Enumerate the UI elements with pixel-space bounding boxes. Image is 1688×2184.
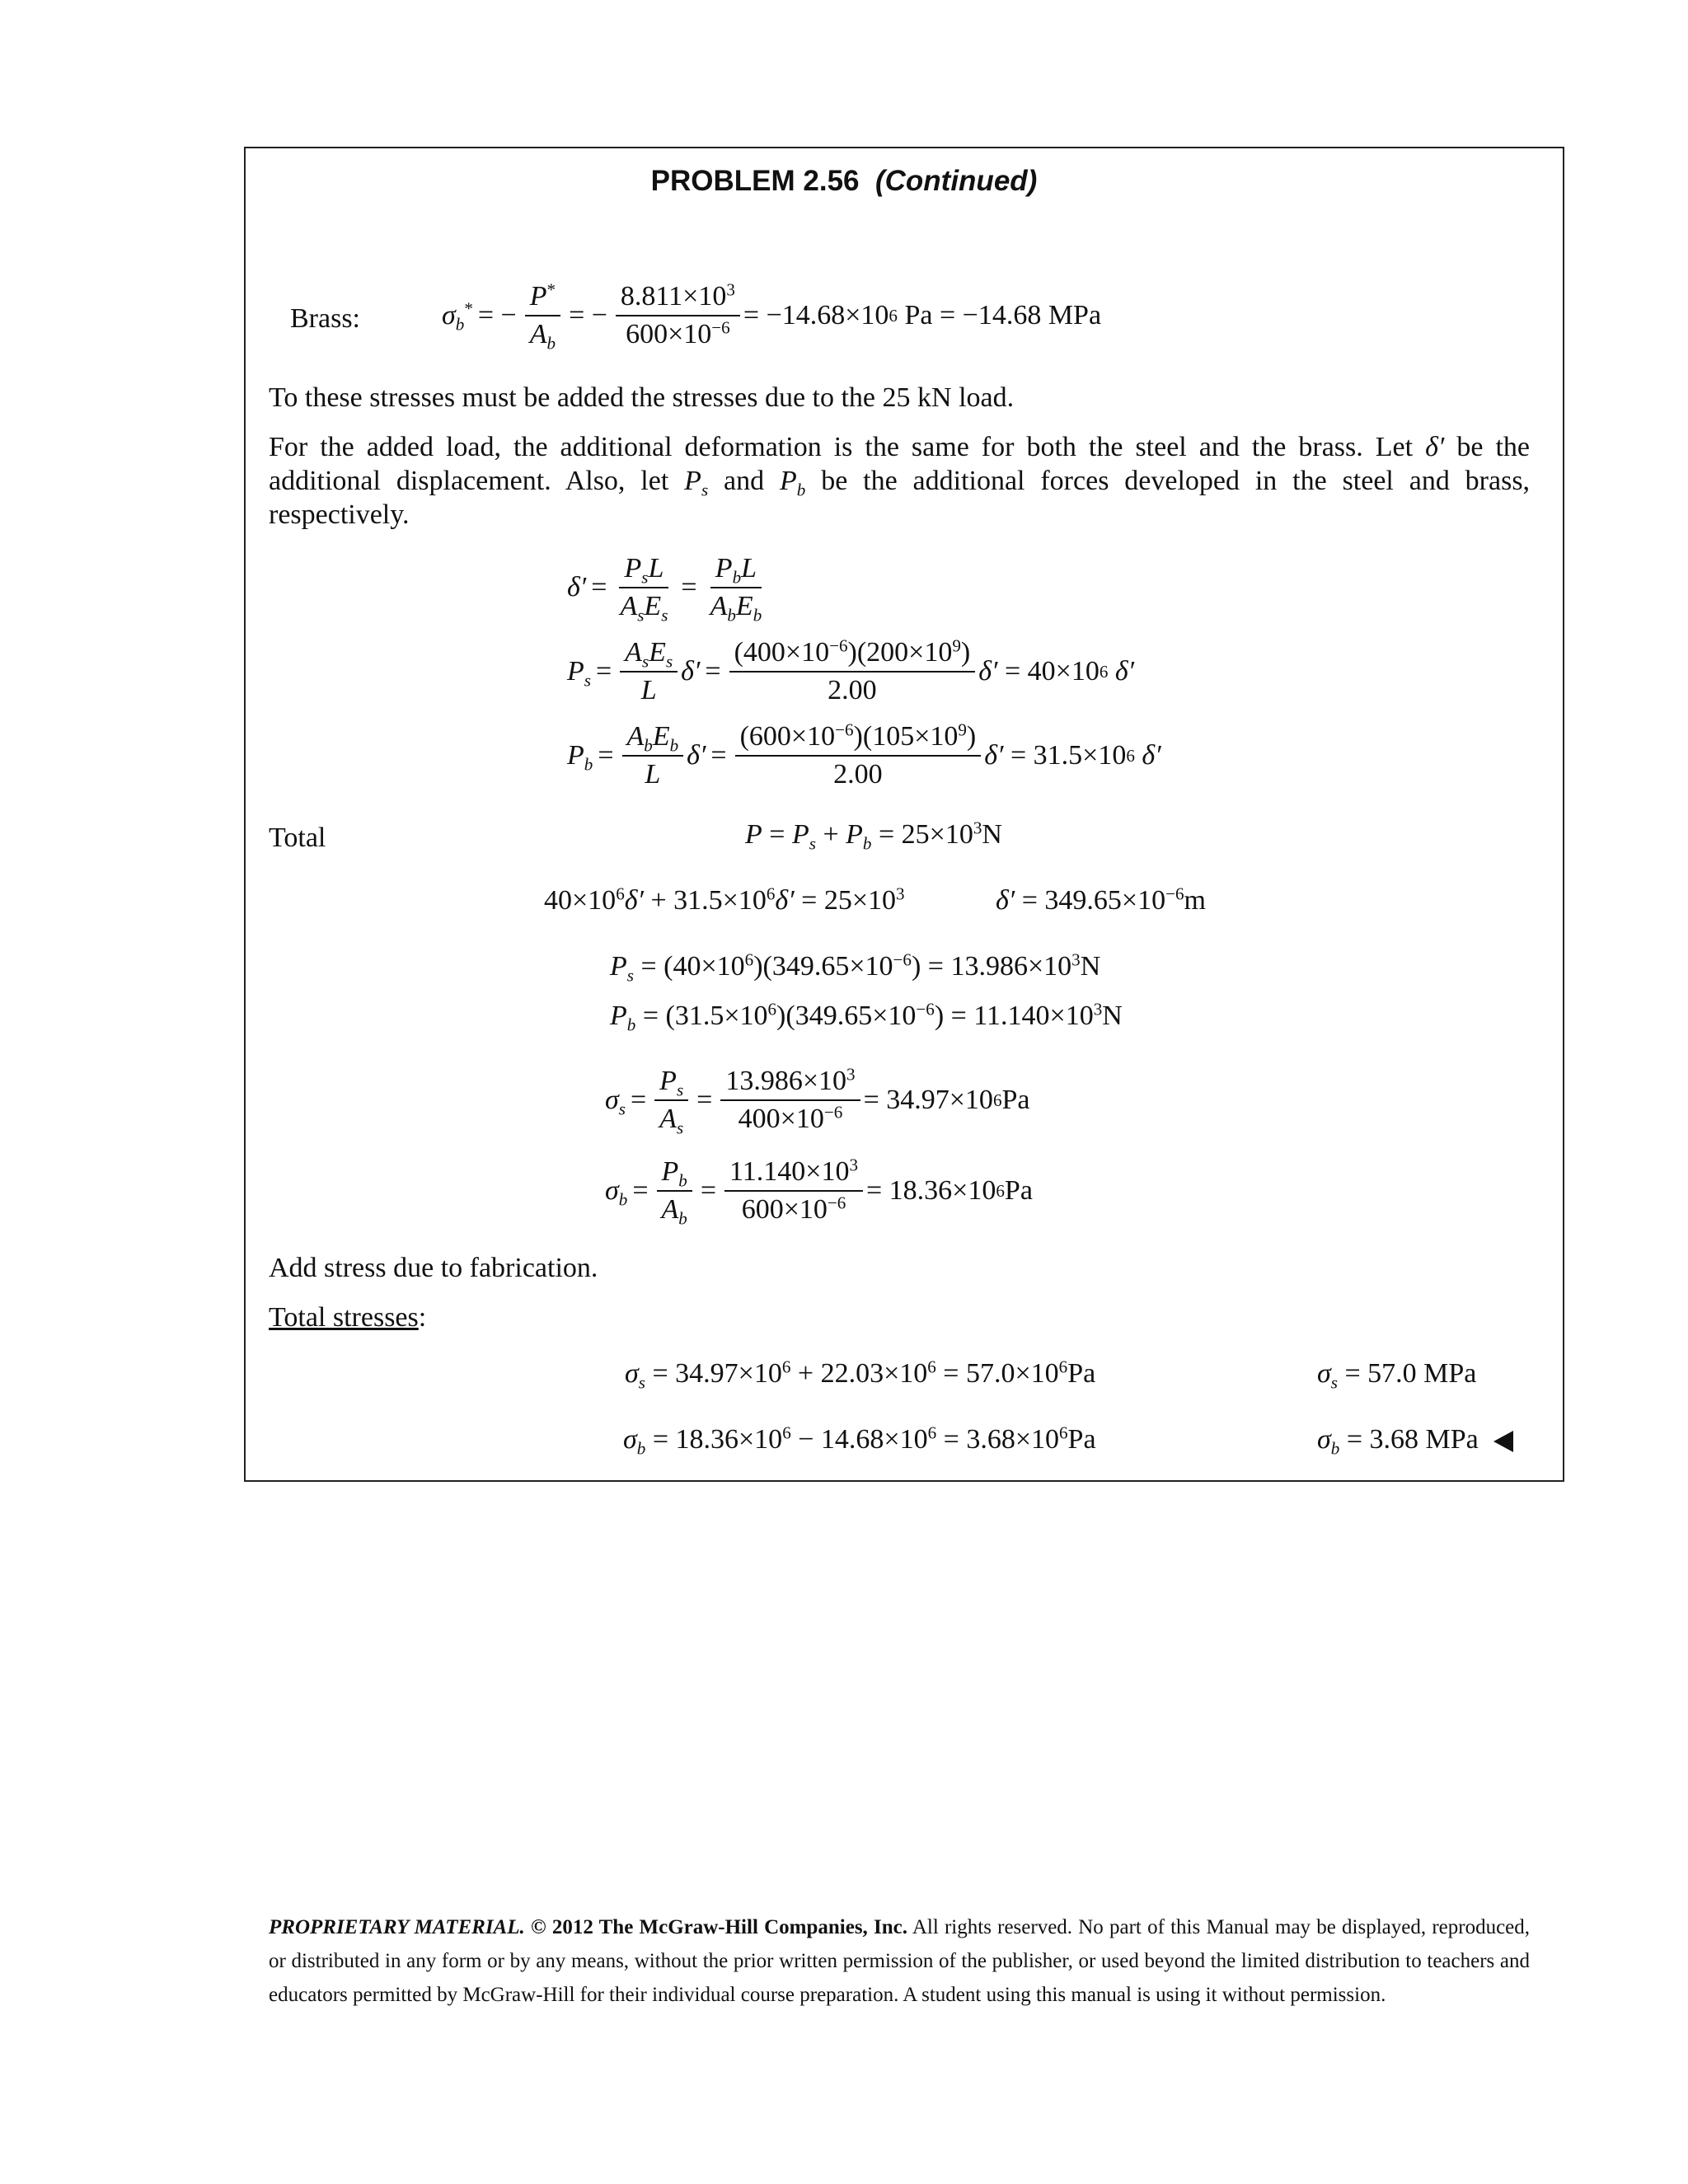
brass-label: Brass: xyxy=(290,303,360,334)
answer-sigma-b: $\sigma_b = 3.68$ MPa xyxy=(1317,1424,1513,1455)
delta-equation: δ′ = $\frac{P_sL}{A_sE_s}$ = $\frac{P_bL}{A_bE_b}$ xyxy=(567,553,762,626)
paragraph-deformation: For the added load, the additional deformation is the same for both the steel and the brass. Let δ′ be the additional displacement. Also, let $P_s$ and $P_b$ be the additional forces developed in the steel and brass, respectively. xyxy=(269,432,1531,530)
answer-marker-icon xyxy=(1493,1431,1513,1452)
answer-sigma-s: $\sigma_s = 57.0$ MPa xyxy=(1317,1358,1477,1393)
add-stress-text: Add stress due to fabrication. xyxy=(269,1253,598,1283)
total-stresses-heading: Total stresses: xyxy=(269,1302,427,1333)
sigma-s-equation: $\sigma_s$ = $\frac{P_s}{A_s}$ = $\frac{13.986\times 10^3}{400\times 10^{-6}}$ = 34.97×10 6 Pa xyxy=(605,1064,1030,1138)
ps-equation: $P_s$ = $\frac{A_sE_s}{L}$ δ′ = $\frac{(400\times 10^{-6})(200\times 10^9)}{2.00}$ δ′ = 40×10 6 δ′ xyxy=(567,635,1135,705)
paragraph-added-stresses: To these stresses must be added the stresses due to the 25 kN load. xyxy=(269,382,1015,413)
combined-equation: $40\times 10^6\delta' + 31.5\times 10^6\delta' = 25\times 10^3$ xyxy=(544,883,905,916)
total-force-equation: $P = P_s + P_b = 25\times 10^3N$ xyxy=(745,818,1002,854)
brass-stress-equation: $\sigma_b^*$ = − $\frac{P^*}{A_b}$ = − $\frac{8.811\times 10^3}{600\times 10^{-6}}$ = −14.68×10 6 Pa = −14.68 MPa xyxy=(442,279,1102,354)
sigma-b-equation: $\sigma_b$ = $\frac{P_b}{A_b}$ = $\frac{11.140\times 10^3}{600\times 10^{-6}}$ = 18.36×10 6 Pa xyxy=(605,1155,1033,1229)
pb-value-equation: $P_b = (31.5\times 10^6)(349.65\times 10^{-6}) = 11.140\times 10^3N$ xyxy=(610,999,1123,1035)
page-title: PROBLEM 2.56 (Continued) xyxy=(650,165,1038,197)
pb-equation: $P_b$ = $\frac{A_bE_b}{L}$ δ′ = $\frac{(600\times 10^{-6})(105\times 10^9)}{2.00}$ δ′ = 31.5×10 6 δ′ xyxy=(567,719,1161,790)
copyright-footer: PROPRIETARY MATERIAL. © 2012 The McGraw-Hill Companies, Inc. All rights reserved. No part of this Manual may be displayed, reproduced, or distributed in any form or by any means, without the prior written permission of the publisher, or used beyond the limited distribution to teachers and educators permitted by McGraw-Hill for their individual course preparation. A student using this manual is using it without permission. xyxy=(269,1916,1531,2006)
final-sigma-s-equation: $\sigma_s = 34.97\times 10^6 + 22.03\times 10^6 = 57.0\times 10^6Pa$ xyxy=(625,1357,1096,1393)
total-label: Total xyxy=(269,823,326,853)
final-sigma-b-equation: $\sigma_b = 18.36\times 10^6 - 14.68\times 10^6 = 3.68\times 10^6Pa$ xyxy=(623,1422,1096,1459)
delta-result: $\delta' = 349.65\times 10^{-6}m$ xyxy=(996,883,1206,916)
ps-value-equation: $P_s = (40\times 10^6)(349.65\times 10^{-6}) = 13.986\times 10^3N$ xyxy=(610,949,1101,986)
